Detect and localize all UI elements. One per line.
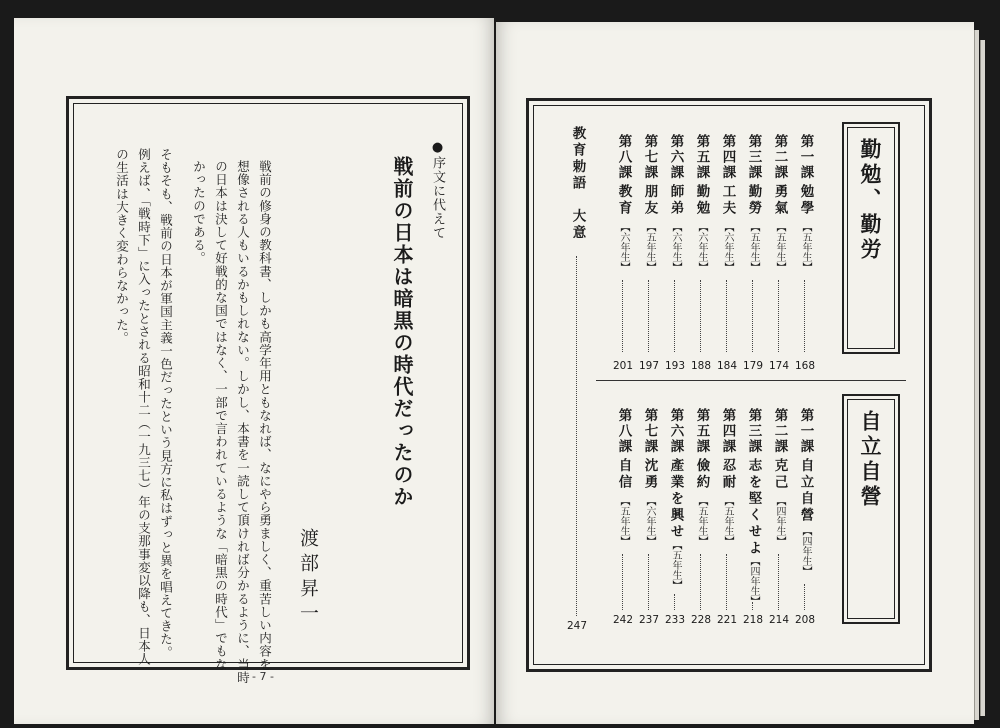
- toc-topic: 師弟: [667, 184, 684, 217]
- toc-leader: [700, 554, 701, 610]
- body-line: の日本は決して好戦的な国ではなく、一部で言われているような「暗黒の時代」でもな: [213, 160, 229, 671]
- toc-topic: 工夫: [719, 184, 736, 217]
- toc-leader: [778, 280, 779, 352]
- toc-lesson: 第四課: [719, 408, 736, 455]
- toc-leader: [674, 594, 675, 610]
- toc-grade: 【 四年生 】: [774, 496, 784, 546]
- toc-topic: 朋友: [641, 184, 658, 217]
- toc-lesson: 第二課: [771, 408, 788, 455]
- toc-grade: 【 四年生 】: [800, 526, 810, 576]
- toc-leader: [804, 584, 805, 610]
- toc-leader: [726, 280, 727, 352]
- toc-page-number: 188: [690, 360, 712, 372]
- toc-page-number: 242: [612, 614, 634, 626]
- toc-leader: [576, 256, 577, 616]
- toc-page-number: 193: [664, 360, 686, 372]
- toc-leader: [752, 602, 753, 610]
- toc-grade: 【 五年生 】: [800, 222, 810, 272]
- toc-page-number: 184: [716, 360, 738, 372]
- page-number: - 7 -: [252, 670, 274, 683]
- toc-lesson: 第四課: [719, 134, 736, 181]
- toc-topic: 教育: [615, 184, 632, 217]
- toc-page-number: 218: [742, 614, 764, 626]
- toc-topic: 勤勉: [693, 184, 710, 217]
- author-name: 渡部昇一: [297, 528, 319, 628]
- toc-topic: 勉學: [797, 184, 814, 217]
- section-divider: [596, 380, 906, 381]
- toc-page-number: 233: [664, 614, 686, 626]
- toc-grade: 【 五年生 】: [748, 222, 758, 272]
- page-edge: [980, 40, 985, 716]
- body-line: 想像される人もいるかもしれない。しかし、本書を一読して頂ければ分かるように、当時: [235, 160, 251, 684]
- toc-lesson: 第一課: [797, 134, 814, 181]
- toc-topic: 儉約: [693, 458, 710, 491]
- toc-topic: 沈勇: [641, 458, 658, 491]
- toc-leader: [648, 554, 649, 610]
- toc-leader: [648, 280, 649, 352]
- toc-lesson: 第五課: [693, 408, 710, 455]
- toc-lesson: 第六課: [667, 408, 684, 455]
- toc-grade: 【 五年生 】: [644, 222, 654, 272]
- toc-page-number: 221: [716, 614, 738, 626]
- body-line: の生活は大きく変わらなかった。: [114, 148, 130, 345]
- toc-page-number: 179: [742, 360, 764, 372]
- toc-leader: [700, 280, 701, 352]
- section-title: 自立自營: [858, 410, 883, 510]
- toc-grade: 【 六年生 】: [670, 222, 680, 272]
- toc-topic: 產業を興せ: [667, 458, 684, 541]
- toc-grade: 【 六年生 】: [618, 222, 628, 272]
- toc-leader: [622, 280, 623, 352]
- toc-page-number: 247: [566, 620, 588, 632]
- toc-leader: [752, 280, 753, 352]
- toc-grade: 【 五年生 】: [696, 496, 706, 546]
- toc-lesson: 第七課: [641, 408, 658, 455]
- left-page: [14, 18, 494, 724]
- toc-lesson: 第八課: [615, 408, 632, 455]
- preface-title: 戦前の日本は暗黒の時代だったのか: [390, 156, 414, 508]
- toc-grade: 【 六年生 】: [696, 222, 706, 272]
- toc-grade: 【 五年生 】: [722, 496, 732, 546]
- toc-page-number: 197: [638, 360, 660, 372]
- toc-lesson: 第七課: [641, 134, 658, 181]
- toc-topic: 自信: [615, 458, 632, 491]
- page-edge: [974, 30, 979, 720]
- toc-lesson: 第二課: [771, 134, 788, 181]
- toc-topic: 教育勅語 大意: [569, 126, 586, 242]
- toc-lesson: 第六課: [667, 134, 684, 181]
- toc-topic: 自立自營: [797, 458, 814, 524]
- body-line: 戦前の修身の教科書、しかも高学年用ともなれば、なにやら勇ましく、重苦しい内容を: [257, 160, 273, 671]
- toc-grade: 【 五年生 】: [670, 540, 680, 590]
- toc-page-number: 228: [690, 614, 712, 626]
- toc-leader: [804, 280, 805, 352]
- toc-lesson: 第一課: [797, 408, 814, 455]
- toc-leader: [674, 280, 675, 352]
- preface-label: ●序文に代えて: [430, 140, 445, 240]
- right-page: [496, 22, 974, 724]
- toc-topic: 勤勞: [745, 184, 762, 217]
- toc-topic: 勇氣: [771, 184, 788, 217]
- toc-lesson: 第八課: [615, 134, 632, 181]
- toc-grade: 【 五年生 】: [774, 222, 784, 272]
- toc-page-number: 214: [768, 614, 790, 626]
- body-line: 例えば、「戦時下」に入ったとされる昭和十二（一九三七）年の支那事変以降も、日本人: [136, 148, 152, 666]
- toc-grade: 【 五年生 】: [618, 496, 628, 546]
- toc-leader: [726, 554, 727, 610]
- toc-page-number: 237: [638, 614, 660, 626]
- toc-lesson: 第三課: [745, 134, 762, 181]
- toc-lesson: 第五課: [693, 134, 710, 181]
- toc-page-number: 168: [794, 360, 816, 372]
- toc-grade: 【 六年生 】: [644, 496, 654, 546]
- toc-leader: [622, 554, 623, 610]
- body-line: そもそも、戦前の日本が軍国主義一色だったという見方に私はずっと異を唱えてきた。: [158, 148, 174, 659]
- toc-page-number: 201: [612, 360, 634, 372]
- toc-page-number: 208: [794, 614, 816, 626]
- section-title: 勤勉、勤労: [858, 138, 883, 263]
- body-line: かったのである。: [191, 160, 207, 265]
- toc-lesson: 第三課: [745, 408, 762, 455]
- toc-page-number: 174: [768, 360, 790, 372]
- toc-topic: 忍耐: [719, 458, 736, 491]
- toc-topic: 志を堅くせよ: [745, 458, 762, 557]
- toc-topic: 克己: [771, 458, 788, 491]
- toc-leader: [778, 554, 779, 610]
- toc-grade: 【 六年生 】: [722, 222, 732, 272]
- toc-grade: 【 四年生 】: [748, 556, 758, 606]
